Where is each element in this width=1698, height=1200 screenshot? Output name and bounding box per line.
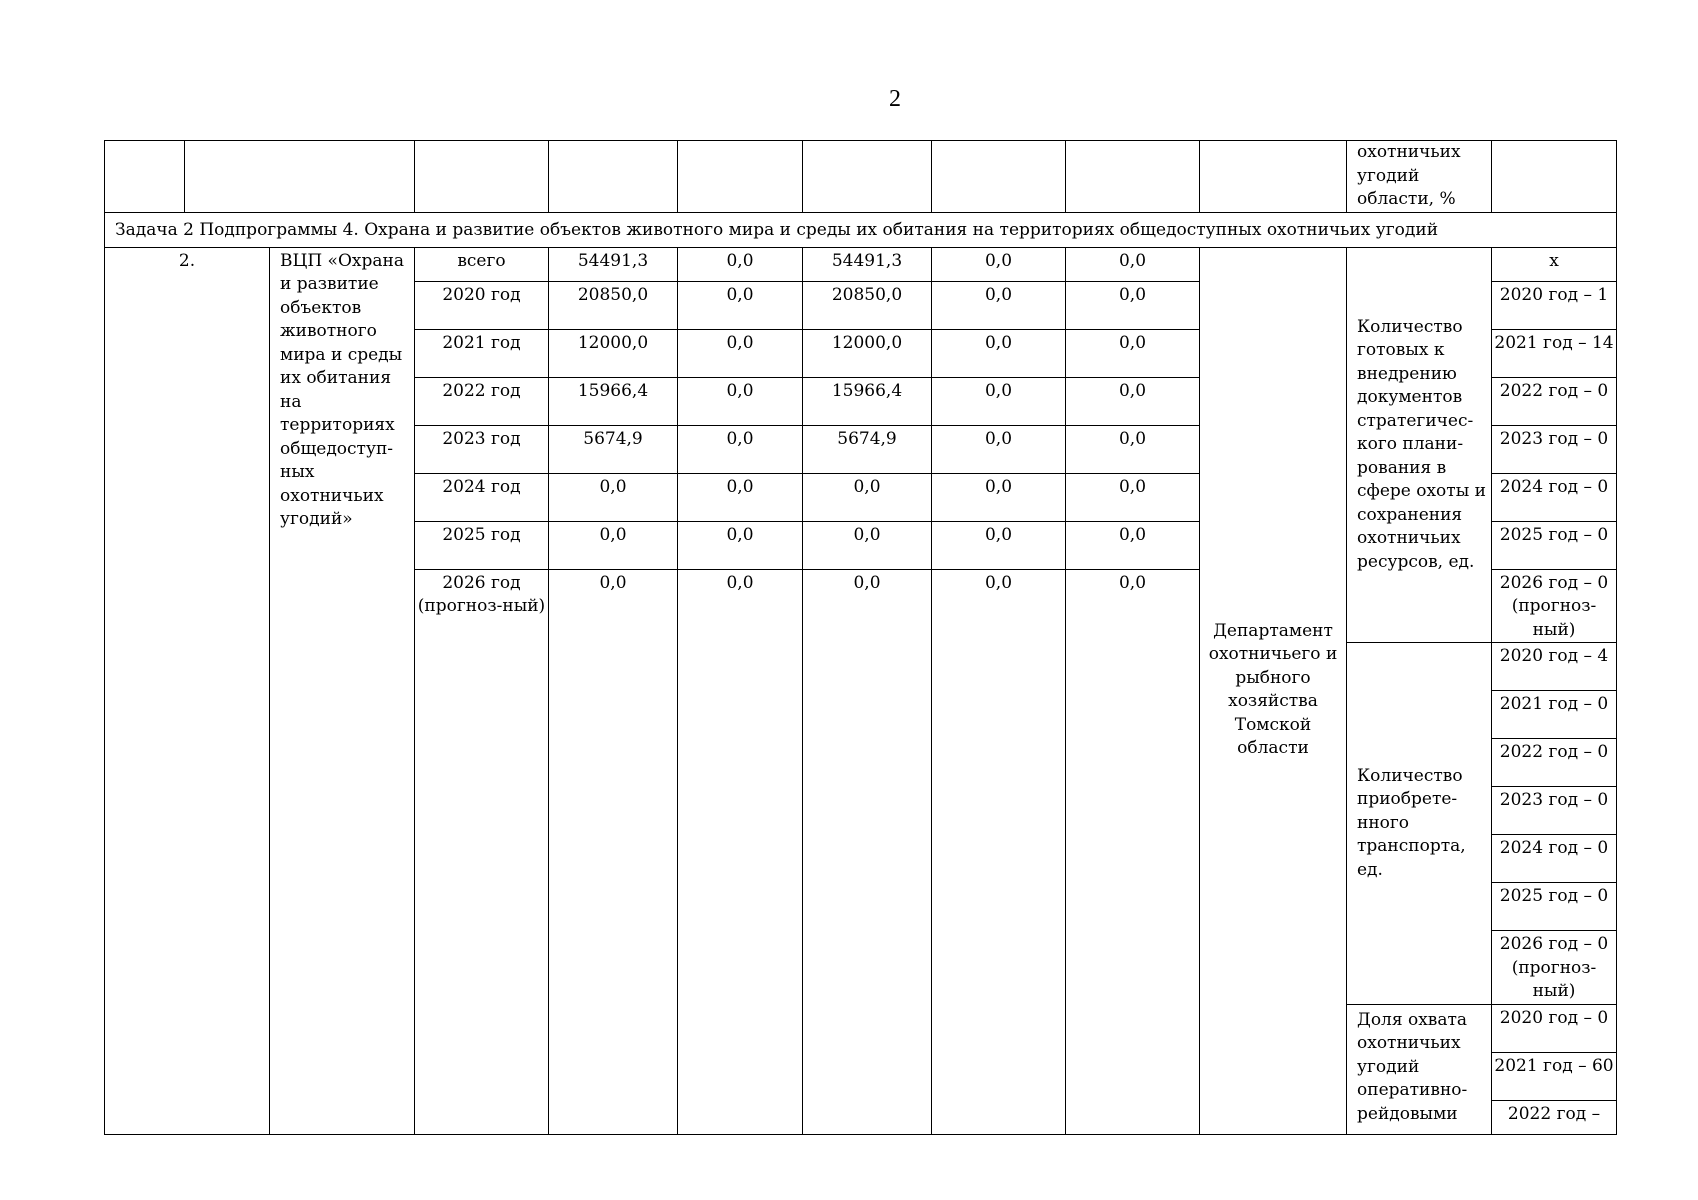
extra-budget-cell: 0,0 xyxy=(1066,377,1200,425)
federal-cell: 0,0 xyxy=(678,425,803,473)
regional-cell: 0,0 xyxy=(803,569,932,1134)
federal-cell: 0,0 xyxy=(678,247,803,281)
indicator-value: 2021 год – 0 xyxy=(1492,691,1617,739)
indicator-value: 2023 год – 0 xyxy=(1492,787,1617,835)
period-cell: 2024 год xyxy=(415,473,549,521)
task-header: Задача 2 Подпрограммы 4. Охрана и развитие объектов животного мира и среды их обитания на территориях общедоступных охотничьих угодий xyxy=(105,212,1617,247)
total-cell: 12000,0 xyxy=(549,329,678,377)
regional-cell: 20850,0 xyxy=(803,281,932,329)
program-number: 2. xyxy=(105,247,270,1134)
local-cell: 0,0 xyxy=(932,425,1066,473)
program-table xyxy=(104,140,1617,1135)
local-cell: 0,0 xyxy=(932,377,1066,425)
period-cell: 2022 год xyxy=(415,377,549,425)
program-name: ВЦП «Охрана и развитие объектов животного мира и среды их обитания на территориях общедоступ-ных охотничьих угодий» xyxy=(270,247,415,1134)
regional-cell: 12000,0 xyxy=(803,329,932,377)
total-cell: 0,0 xyxy=(549,521,678,569)
period-cell: всего xyxy=(415,247,549,281)
local-cell: 0,0 xyxy=(932,247,1066,281)
total-cell: 0,0 xyxy=(549,569,678,1134)
local-cell: 0,0 xyxy=(932,473,1066,521)
period-cell: 2020 год xyxy=(415,281,549,329)
table-row xyxy=(105,247,1617,281)
total-cell: 20850,0 xyxy=(549,281,678,329)
federal-cell: 0,0 xyxy=(678,521,803,569)
indicator-value: 2025 год – 0 xyxy=(1492,521,1617,569)
local-cell: 0,0 xyxy=(932,521,1066,569)
extra-budget-cell: 0,0 xyxy=(1066,473,1200,521)
indicator-value: 2022 год – xyxy=(1492,1100,1617,1134)
indicator-value: 2022 год – 0 xyxy=(1492,739,1617,787)
local-cell: 0,0 xyxy=(932,329,1066,377)
extra-budget-cell: 0,0 xyxy=(1066,281,1200,329)
continuation-indicator: охотничьих угодий области, % xyxy=(1347,141,1492,213)
regional-cell: 15966,4 xyxy=(803,377,932,425)
local-cell: 0,0 xyxy=(932,569,1066,1134)
period-cell: 2026 год (прогноз-ный) xyxy=(415,569,549,1134)
extra-budget-cell: 0,0 xyxy=(1066,329,1200,377)
indicator-value: 2020 год – 4 xyxy=(1492,643,1617,691)
indicator-name: Количество готовых к внедрению документов стратегичес-кого плани-рования в сфере охоты и сохранения охотничьих ресурсов, ед. xyxy=(1347,247,1492,643)
regional-cell: 54491,3 xyxy=(803,247,932,281)
period-cell: 2025 год xyxy=(415,521,549,569)
indicator-value: 2021 год – 60 xyxy=(1492,1052,1617,1100)
indicator-value: 2020 год – 0 xyxy=(1492,1004,1617,1052)
federal-cell: 0,0 xyxy=(678,473,803,521)
extra-budget-cell: 0,0 xyxy=(1066,569,1200,1134)
local-cell: 0,0 xyxy=(932,281,1066,329)
page-number: 2 xyxy=(889,86,901,112)
indicator-value: 2024 год – 0 xyxy=(1492,473,1617,521)
total-cell: 0,0 xyxy=(549,473,678,521)
department-cell: Департамент охотничьего и рыбного хозяйства Томской области xyxy=(1200,247,1347,1134)
federal-cell: 0,0 xyxy=(678,329,803,377)
federal-cell: 0,0 xyxy=(678,377,803,425)
extra-budget-cell: 0,0 xyxy=(1066,247,1200,281)
indicator-value: х xyxy=(1492,247,1617,281)
regional-cell: 0,0 xyxy=(803,521,932,569)
indicator-value: 2025 год – 0 xyxy=(1492,883,1617,931)
indicator-name: Количество приобрете-нного транспорта, ед. xyxy=(1347,643,1492,1005)
total-cell: 15966,4 xyxy=(549,377,678,425)
regional-cell: 0,0 xyxy=(803,473,932,521)
indicator-value: 2020 год – 1 xyxy=(1492,281,1617,329)
period-cell: 2023 год xyxy=(415,425,549,473)
indicator-value: 2022 год – 0 xyxy=(1492,377,1617,425)
extra-budget-cell: 0,0 xyxy=(1066,425,1200,473)
continuation-row xyxy=(105,141,1617,213)
indicator-value: 2021 год – 14 xyxy=(1492,329,1617,377)
indicator-name: Доля охвата охотничьих угодий оперативно-рейдовыми xyxy=(1347,1004,1492,1134)
indicator-value: 2026 год – 0 (прогноз-ный) xyxy=(1492,931,1617,1005)
indicator-value: 2024 год – 0 xyxy=(1492,835,1617,883)
federal-cell: 0,0 xyxy=(678,281,803,329)
indicator-value: 2026 год – 0 (прогноз-ный) xyxy=(1492,569,1617,643)
indicator-value: 2023 год – 0 xyxy=(1492,425,1617,473)
total-cell: 5674,9 xyxy=(549,425,678,473)
period-cell: 2021 год xyxy=(415,329,549,377)
extra-budget-cell: 0,0 xyxy=(1066,521,1200,569)
federal-cell: 0,0 xyxy=(678,569,803,1134)
regional-cell: 5674,9 xyxy=(803,425,932,473)
total-cell: 54491,3 xyxy=(549,247,678,281)
